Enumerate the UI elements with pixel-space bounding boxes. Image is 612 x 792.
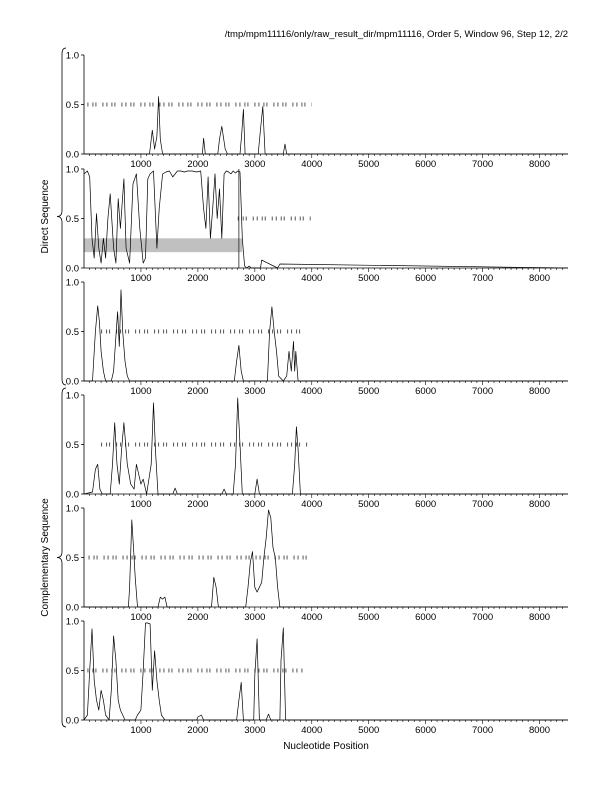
series-line xyxy=(84,398,568,494)
x-tick-label: 5000 xyxy=(358,612,380,623)
series-line xyxy=(84,510,568,607)
x-tick-label: 8000 xyxy=(528,499,551,510)
complementary-sequence-bracket xyxy=(57,388,66,727)
x-tick-label: 7000 xyxy=(472,273,494,284)
y-tick-label: 1.0 xyxy=(65,277,79,289)
x-tick-label: 7000 xyxy=(472,612,494,623)
header-text: /tmp/mpm11116/only/raw_result_dir/mpm11116, Order 5, Window 96, Step 12, 2/2 xyxy=(224,29,568,40)
x-tick-label: 3000 xyxy=(244,386,266,397)
panel-5 xyxy=(66,504,568,624)
x-tick-label: 5000 xyxy=(358,273,380,284)
x-tick-label: 8000 xyxy=(528,159,551,170)
x-tick-label: 5000 xyxy=(358,386,380,397)
series-line xyxy=(84,623,568,720)
y-tick-label: 0.0 xyxy=(65,149,79,161)
x-tick-label: 2000 xyxy=(187,386,209,397)
y-tick-label: 1.0 xyxy=(65,616,79,628)
x-tick-label: 8000 xyxy=(528,612,551,623)
x-tick-label: 8000 xyxy=(528,386,551,397)
panel-2 xyxy=(66,165,568,285)
x-tick-label: 2000 xyxy=(187,725,209,736)
x-tick-label: 7000 xyxy=(472,725,494,736)
x-tick-label: 4000 xyxy=(301,725,323,736)
x-tick-label: 6000 xyxy=(415,386,437,397)
x-axis-label: Nucleotide Position xyxy=(283,741,369,752)
x-tick-label: 4000 xyxy=(301,386,323,397)
x-tick-label: 5000 xyxy=(358,499,380,510)
y-tick-label: 0.0 xyxy=(65,489,79,501)
x-tick-label: 3000 xyxy=(244,159,266,170)
x-tick-label: 5000 xyxy=(358,159,380,170)
x-tick-label: 2000 xyxy=(187,159,209,170)
x-tick-label: 4000 xyxy=(301,273,323,284)
x-tick-label: 2000 xyxy=(187,499,209,510)
panel-1 xyxy=(66,51,568,171)
y-tick-label: 0.5 xyxy=(65,666,79,677)
y-tick-label: 0.5 xyxy=(65,553,79,564)
x-tick-label: 2000 xyxy=(187,612,209,623)
x-tick-label: 6000 xyxy=(415,159,437,170)
y-tick-label: 0.0 xyxy=(65,715,79,727)
x-tick-label: 8000 xyxy=(528,725,551,736)
panel-3 xyxy=(66,278,568,398)
x-tick-label: 6000 xyxy=(415,273,437,284)
panels xyxy=(66,51,568,737)
y-tick-label: 1.0 xyxy=(65,50,79,62)
x-tick-label: 1000 xyxy=(130,386,152,397)
panel-4 xyxy=(66,391,568,511)
x-tick-label: 1000 xyxy=(130,612,152,623)
x-tick-label: 6000 xyxy=(415,612,437,623)
series-line xyxy=(84,171,568,268)
y-tick-label: 0.5 xyxy=(65,214,79,225)
y-tick-label: 1.0 xyxy=(65,390,79,402)
series-line xyxy=(84,290,568,381)
x-tick-label: 6000 xyxy=(415,499,437,510)
x-tick-label: 6000 xyxy=(415,725,437,736)
x-tick-label: 3000 xyxy=(244,273,266,284)
x-tick-label: 3000 xyxy=(244,499,266,510)
y-tick-label: 0.0 xyxy=(65,602,79,614)
direct-sequence-bracket xyxy=(57,48,66,385)
x-tick-label: 4000 xyxy=(301,499,323,510)
series-line xyxy=(84,97,568,154)
y-tick-label: 0.0 xyxy=(65,376,79,388)
x-tick-label: 1000 xyxy=(130,159,152,170)
x-tick-label: 2000 xyxy=(187,273,209,284)
x-tick-label: 1000 xyxy=(130,725,152,736)
complementary-sequence-label: Complementary Sequence xyxy=(40,498,51,617)
x-tick-label: 4000 xyxy=(301,612,323,623)
x-tick-label: 1000 xyxy=(130,499,152,510)
panel-6 xyxy=(66,617,568,737)
x-tick-label: 3000 xyxy=(244,612,266,623)
y-tick-label: 1.0 xyxy=(65,503,79,515)
x-tick-label: 8000 xyxy=(528,273,551,284)
y-tick-label: 0.5 xyxy=(65,100,79,111)
x-tick-label: 3000 xyxy=(244,725,266,736)
x-tick-label: 7000 xyxy=(472,499,494,510)
x-tick-label: 7000 xyxy=(472,386,494,397)
y-tick-label: 0.5 xyxy=(65,327,79,338)
y-tick-label: 1.0 xyxy=(65,164,79,176)
x-tick-label: 4000 xyxy=(301,159,323,170)
group-brackets xyxy=(40,48,66,727)
x-tick-label: 7000 xyxy=(472,159,494,170)
direct-sequence-label: Direct Sequence xyxy=(40,179,51,254)
y-tick-label: 0.0 xyxy=(65,263,79,275)
x-tick-label: 5000 xyxy=(358,725,380,736)
x-tick-label: 1000 xyxy=(130,273,152,284)
highlight-band xyxy=(84,238,242,252)
y-tick-label: 0.5 xyxy=(65,440,79,451)
